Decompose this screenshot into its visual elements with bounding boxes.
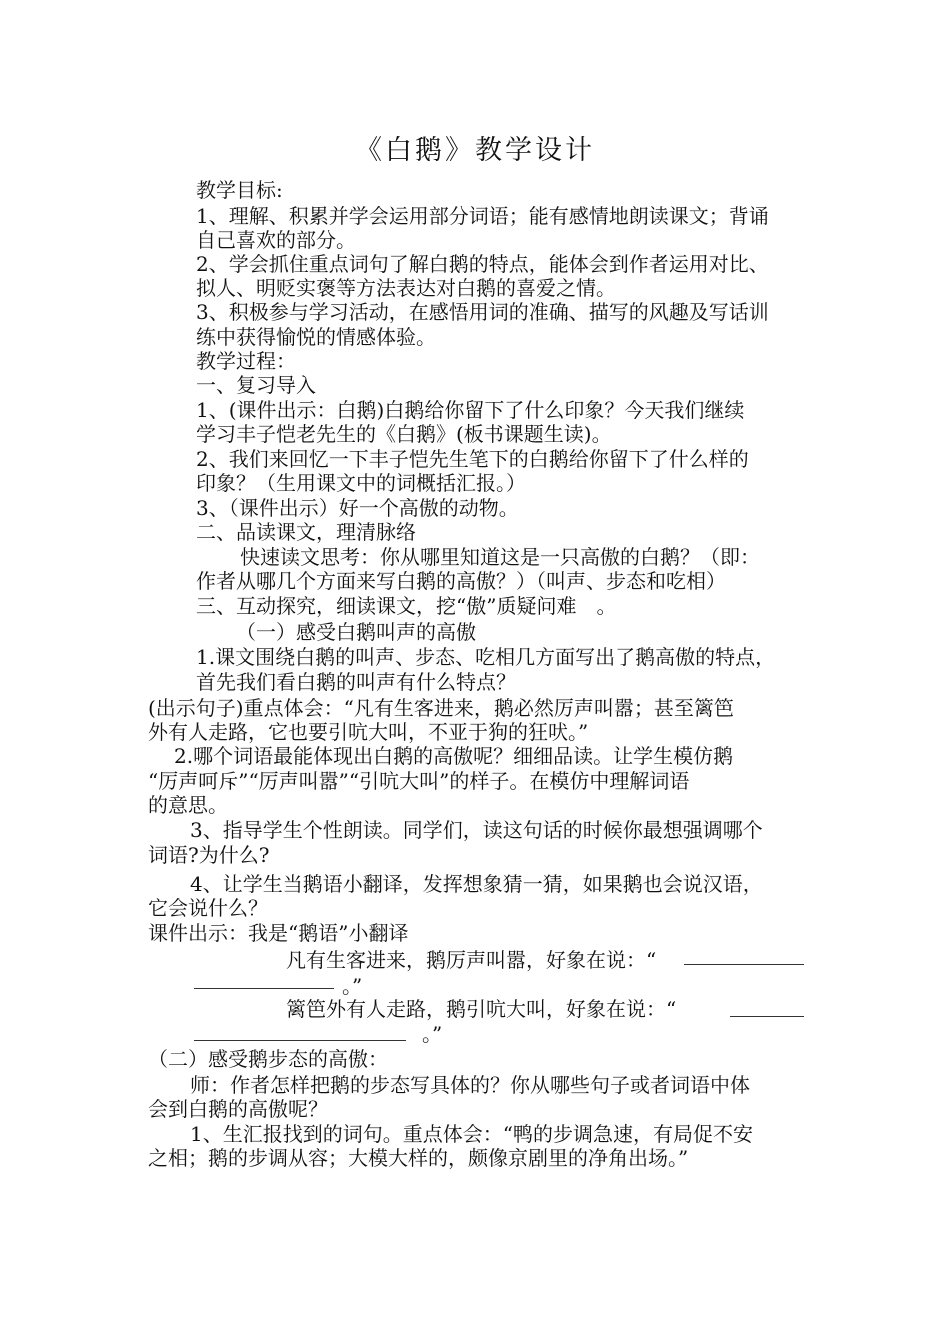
paragraph-line: 首先我们看白鹅的叫声有什么特点？ <box>196 670 516 694</box>
paragraph-line: 学习丰子恺老先生的《白鹅》(板书课题生读)。 <box>196 422 612 446</box>
answer-blank-2a[interactable] <box>730 1016 804 1017</box>
courseware-heading: 课件出示：我是“鹅语”小翻译 <box>148 921 409 945</box>
section-heading-reading: 二、品读课文，理清脉络 <box>196 520 416 544</box>
paragraph-line: 3、指导学生个性朗读。同学们，读这句话的时候你最想强调哪个 <box>190 818 763 842</box>
paragraph-line: 练中获得愉悦的情感体验。 <box>196 325 436 349</box>
answer-blank-2b[interactable] <box>194 1040 406 1041</box>
paragraph-line: 1、理解、积累并学会运用部分词语；能有感情地朗读课文；背诵 <box>196 204 769 228</box>
section-heading-explore: 三、互动探究，细读课文，挖“傲”质疑问难 。 <box>196 594 617 618</box>
subsection-heading-call: （一）感受白鹅叫声的高傲 <box>236 620 476 644</box>
section-heading-review: 一、复习导入 <box>196 373 316 397</box>
paragraph-line: 自己喜欢的部分。 <box>196 228 356 252</box>
paragraph-line: 2、学会抓住重点词句了解白鹅的特点，能体会到作者运用对比、 <box>196 252 769 276</box>
paragraph-line: 1、生汇报找到的词句。重点体会：“鸭的步调急速，有局促不安 <box>190 1122 753 1146</box>
paragraph-line: 快速读文思考：你从哪里知道这是一只高傲的白鹅？（即： <box>240 545 760 569</box>
paragraph-line: 外有人走路，它也要引吭大叫，不亚于狗的狂吠。” <box>148 720 589 744</box>
paragraph-line: 作者从哪几个方面来写白鹅的高傲？）（叫声、步态和吃相） <box>196 569 726 593</box>
paragraph-line: 会到白鹅的高傲呢？ <box>148 1097 328 1121</box>
paragraph-line: 的意思。 <box>148 793 228 817</box>
paragraph-line: 3、积极参与学习活动，在感悟用词的准确、描写的风趣及写话训 <box>196 300 769 324</box>
subsection-heading-gait: （二）感受鹅步态的高傲： <box>148 1047 388 1071</box>
paragraph-line: 2、我们来回忆一下丰子恺先生笔下的白鹅给你留下了什么样的 <box>196 447 749 471</box>
paragraph-line: 2.哪个词语最能体现出白鹅的高傲呢？细细品读。让学生模仿鹅 <box>174 744 734 768</box>
paragraph-line: 词语?为什么? <box>148 843 270 867</box>
translation-closing-1: 。” <box>342 974 363 998</box>
paragraph-line: (出示句子)重点体会：“凡有生客进来，鹅必然厉声叫嚣；甚至篱笆 <box>148 696 734 720</box>
section-heading-objectives: 教学目标: <box>196 178 283 202</box>
paragraph-line: 之相；鹅的步调从容；大模大样的，颇像京剧里的净角出场。” <box>148 1146 689 1170</box>
translation-prompt-1: 凡有生客进来，鹅厉声叫嚣，好象在说：“ <box>286 948 657 972</box>
translation-closing-2: 。” <box>422 1022 443 1046</box>
section-heading-process: 教学过程： <box>196 349 296 373</box>
document-title: 《白鹅》教学设计 <box>355 135 595 166</box>
paragraph-line: 它会说什么？ <box>148 896 268 920</box>
answer-blank-1b[interactable] <box>194 988 334 989</box>
answer-blank-1a[interactable] <box>684 964 804 965</box>
paragraph-line: 1、(课件出示：白鹅)白鹅给你留下了什么印象？今天我们继续 <box>196 398 745 422</box>
paragraph-line: 1.课文围绕白鹅的叫声、步态、吃相几方面写出了鹅高傲的特点， <box>196 645 776 669</box>
paragraph-line: “厉声呵斥”“厉声叫嚣”“引吭大叫”的样子。在模仿中理解词语 <box>148 769 690 793</box>
paragraph-line: 师：作者怎样把鹅的步态写具体的？你从哪些句子或者词语中体 <box>190 1073 750 1097</box>
paragraph-line: 印象？（生用课文中的词概括汇报。） <box>196 471 526 495</box>
paragraph-line: 4、让学生当鹅语小翻译，发挥想象猜一猜，如果鹅也会说汉语， <box>190 872 763 896</box>
translation-prompt-2: 篱笆外有人走路，鹅引吭大叫，好象在说：“ <box>286 997 677 1021</box>
paragraph-line: 拟人、明贬实褒等方法表达对白鹅的喜爱之情。 <box>196 276 616 300</box>
paragraph-line: 3、（课件出示）好一个高傲的动物。 <box>196 496 519 520</box>
